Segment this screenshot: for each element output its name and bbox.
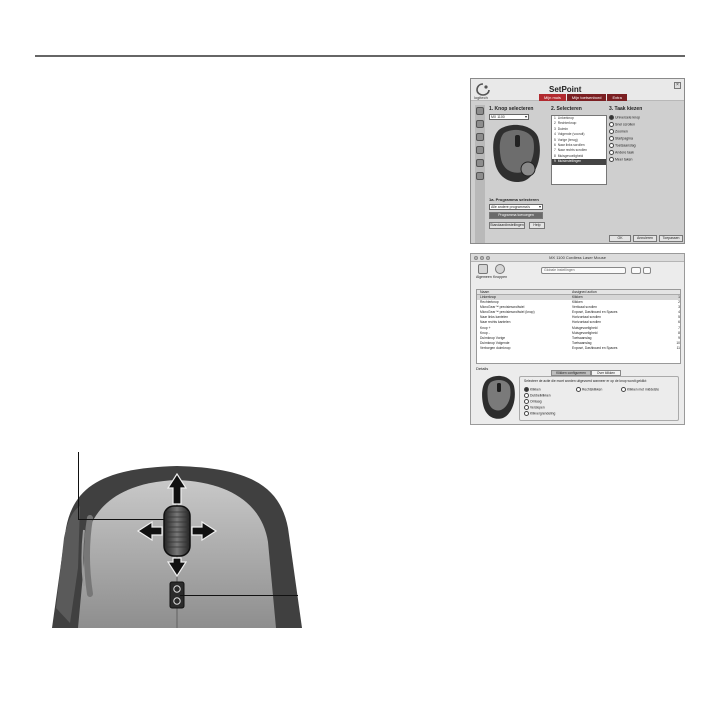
- step1a-heading: 1a. Programma selecteren: [489, 197, 539, 202]
- close-icon[interactable]: ×: [674, 82, 681, 89]
- task-option[interactable]: Toetsaanslag: [609, 143, 636, 148]
- row-name: Linkerknop: [480, 295, 497, 299]
- apply-button[interactable]: Toepassen: [659, 235, 683, 242]
- row-action: Horizontaal scrollen: [572, 320, 601, 325]
- task-option[interactable]: Zoomen: [609, 129, 628, 134]
- list-item[interactable]: 4 Volgende (vooruit): [554, 132, 585, 137]
- option-right-click[interactable]: Rechtsklikken: [576, 387, 602, 392]
- task-option[interactable]: Startpagina: [609, 136, 633, 141]
- cancel-button[interactable]: Annuleren: [633, 235, 657, 242]
- list-item[interactable]: 2 Rechterknop: [554, 121, 577, 126]
- row-action: Verticaal scrollen: [572, 305, 597, 310]
- column-name[interactable]: Naam: [480, 290, 490, 294]
- callout-line-wheel-horizontal: [78, 519, 164, 520]
- toolbar-buttons[interactable]: [493, 264, 507, 279]
- row-name: Rechterknop: [480, 300, 499, 305]
- row-number: 9: [678, 335, 680, 340]
- step3-heading: 3. Taak kiezen: [609, 106, 643, 112]
- option-click[interactable]: Klikken: [524, 387, 541, 392]
- sidebar-pointer-icon[interactable]: [476, 120, 484, 128]
- row-action: Muisgevoeligheid: [572, 325, 598, 330]
- row-name: Knop -: [480, 330, 490, 335]
- list-item[interactable]: 3 Duimin: [554, 126, 568, 131]
- button-list: [551, 115, 607, 185]
- row-number: 7: [678, 325, 680, 330]
- step2-heading: 2. Selecteren: [551, 106, 582, 112]
- program-select[interactable]: Alle andere programma's ▾: [489, 204, 543, 210]
- row-number: 3: [678, 305, 680, 310]
- tab-extra[interactable]: Extra: [607, 94, 626, 101]
- setpoint-header: [471, 79, 684, 101]
- defaults-button[interactable]: Standaardinstellingen: [490, 223, 524, 227]
- segment-configure-click[interactable]: Klikken configureren: [551, 370, 591, 376]
- add-program-button[interactable]: Programma toevoegen: [489, 212, 543, 219]
- row-name: MicroGear™ precisiescrollwiel (knop): [480, 310, 535, 315]
- list-item[interactable]: 8 Muisgevoeligheid: [554, 153, 584, 158]
- info-icon: [478, 264, 488, 274]
- row-action: Exposé, Dashboard en Spaces: [572, 345, 618, 350]
- row-number: 6: [678, 320, 680, 325]
- ok-button[interactable]: OK: [609, 235, 631, 242]
- option-down[interactable]: Omlaag: [524, 399, 542, 404]
- sidebar-game-icon[interactable]: [476, 159, 484, 167]
- mouse-image: [488, 123, 543, 185]
- callout-line-button: [180, 595, 298, 596]
- list-item[interactable]: 5 Vorige (terug): [554, 137, 578, 142]
- row-number: 10: [676, 340, 680, 345]
- callout-line-wheel: [78, 452, 79, 520]
- setpoint-title: SetPoint: [549, 85, 582, 94]
- details-label: Details: [476, 366, 489, 371]
- settings-scope-select[interactable]: Globale instellingen: [541, 267, 626, 274]
- mac-titlebar: [471, 254, 684, 262]
- task-option[interactable]: Andere taak: [609, 150, 634, 155]
- row-number: 11: [676, 345, 680, 350]
- row-action: Toetsaanslag: [572, 340, 592, 345]
- mac-window-title: MX 1100 Cordless Laser Mouse: [549, 255, 606, 260]
- row-name: Knop +: [480, 325, 491, 330]
- row-name: Naar links kantelen: [480, 315, 509, 320]
- row-number: 2: [678, 300, 680, 305]
- button-table: [476, 289, 681, 364]
- setpoint-screenshot: [470, 78, 685, 244]
- list-item[interactable]: 7 Naar rechts scrollen: [554, 148, 588, 153]
- row-number: 4: [678, 310, 680, 315]
- sidebar-person-icon[interactable]: [476, 133, 484, 141]
- task-option[interactable]: Universele knop: [609, 115, 640, 120]
- row-action: Klikken: [572, 295, 583, 299]
- tab-my-keyboard[interactable]: Mijn toetsenbord: [567, 94, 607, 101]
- top-rule: [35, 55, 685, 57]
- task-option[interactable]: Snel scrollen: [609, 122, 635, 127]
- logitech-wordmark: logitech: [474, 95, 488, 100]
- list-item[interactable]: 6 Naar links scrollen: [554, 142, 585, 147]
- row-action: Muisgevoeligheid: [572, 330, 598, 335]
- mouse-buttons-icon: [495, 264, 505, 274]
- option-middle-click[interactable]: Klikken met middelste: [621, 387, 659, 392]
- row-name: Duimknop Volgende: [480, 340, 510, 345]
- option-click-lock[interactable]: Klikvergrendeling: [524, 411, 555, 416]
- toolbar-general-label: Algemeen: [476, 275, 492, 279]
- task-option[interactable]: Meer taken: [609, 157, 633, 162]
- option-double-click[interactable]: Dubbelklikken: [524, 393, 551, 398]
- action-menu-icon[interactable]: [631, 267, 641, 274]
- toolbar-general[interactable]: [476, 264, 490, 279]
- list-item-selected[interactable]: 9 Muisinstellingen: [552, 159, 606, 164]
- sidebar-zoom-icon[interactable]: [476, 146, 484, 154]
- setpoint-tabs: [539, 94, 627, 101]
- column-action[interactable]: Assigned action: [572, 290, 597, 294]
- row-name: Verborgen duimknop: [480, 345, 511, 350]
- toolbar-buttons-label: Knoppen: [493, 275, 508, 279]
- mac-control-center-screenshot: [470, 253, 685, 425]
- help-button[interactable]: Help: [529, 222, 545, 229]
- row-action: Exposé, Dashboard en Spaces: [572, 310, 618, 315]
- row-name: Duimknop Vorige: [480, 335, 506, 340]
- segment-about-click[interactable]: Over klikken: [591, 370, 621, 376]
- sidebar-mouse-icon[interactable]: [476, 107, 484, 115]
- row-action: Klikken: [572, 300, 583, 305]
- setpoint-sidebar: [475, 105, 485, 244]
- row-name: MicroGear™ precisiescrollwiel: [480, 305, 525, 310]
- row-action: Toetsaanslag: [572, 335, 592, 340]
- mouse-image: [479, 374, 517, 422]
- click-options-description: Selecteer de actie die moet worden uitgevoerd wanneer er op de knop wordt geklikt:: [524, 379, 647, 383]
- row-name: Naar rechts kantelen: [480, 320, 511, 325]
- step1-heading: 1. Knop selecteren: [489, 106, 534, 112]
- list-item[interactable]: 1 Linkerknop: [554, 116, 574, 120]
- sidebar-battery-icon[interactable]: [476, 172, 484, 180]
- row-number: 5: [678, 315, 680, 320]
- mouse-select[interactable]: MX 1100 ▾: [489, 114, 529, 120]
- arrow-icon[interactable]: [643, 267, 651, 274]
- tab-my-mouse[interactable]: Mijn muis: [539, 94, 566, 101]
- mouse-photo: [52, 458, 302, 628]
- table-row[interactable]: [477, 346, 680, 351]
- scroll-wheel: [164, 506, 190, 556]
- option-drag[interactable]: Verslepen: [524, 405, 545, 410]
- row-action: Horizontaal scrollen: [572, 315, 601, 320]
- row-number: 8: [678, 330, 680, 335]
- row-number: 1: [678, 295, 680, 299]
